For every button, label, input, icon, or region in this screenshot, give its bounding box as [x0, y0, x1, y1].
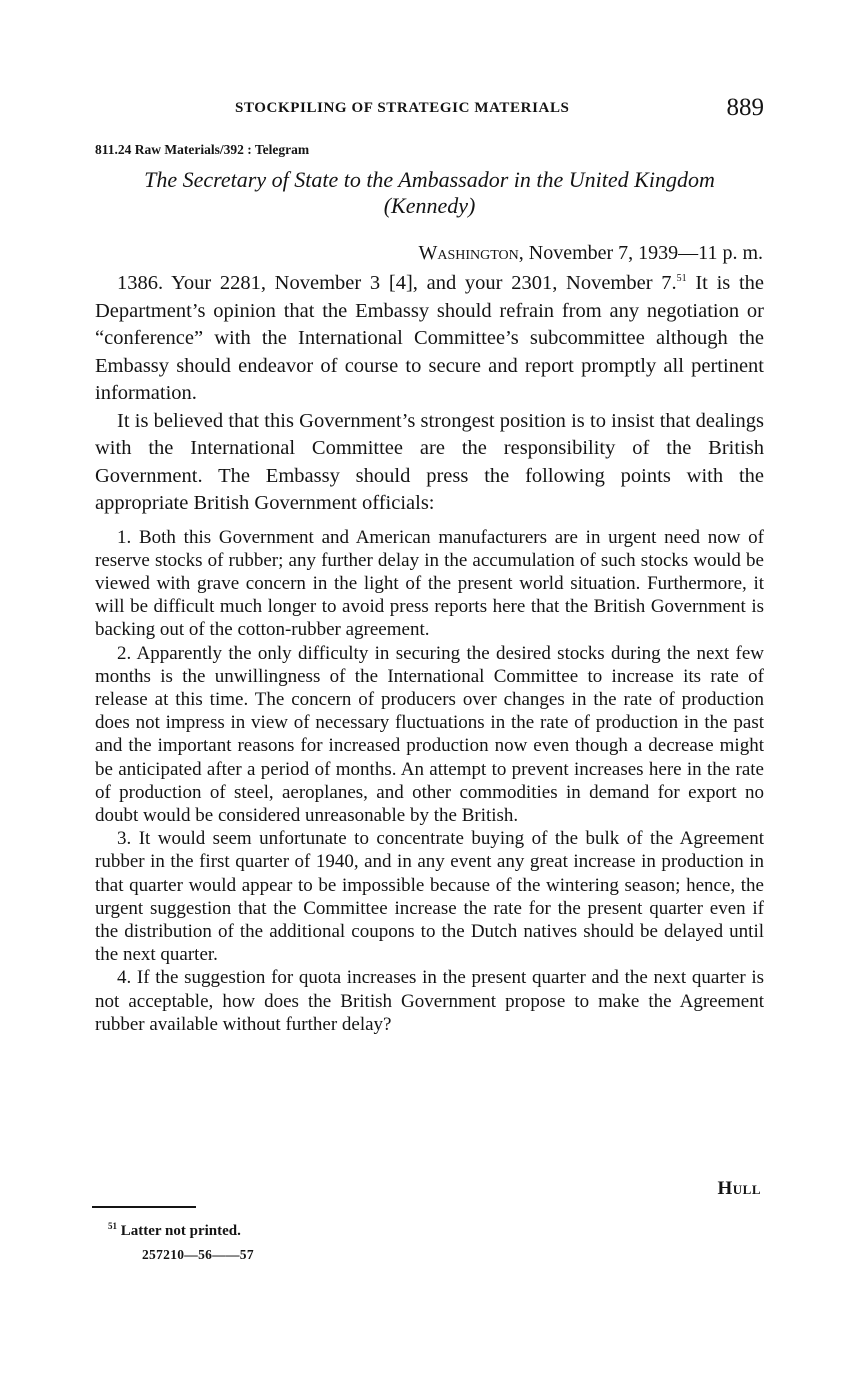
point-3: 3. It would seem unfortunate to concentrate buying of the bulk of the Agreement rubber in the first quarter of 1940, and in any event any great increase in production in that quarter would appear to be impossible because of the wintering season; hence, the urgent suggestion that the Committee increase the rate for the present quarter even if the distribution of the additional coupons to the Dutch natives should be delayed until the next quarter. — [95, 828, 764, 966]
dateline-city: Washington — [418, 242, 519, 264]
footnote — [108, 1223, 241, 1240]
signature: Hull — [717, 1178, 761, 1199]
paragraph-1 — [95, 270, 764, 408]
footnote-divider — [92, 1206, 196, 1208]
running-title: STOCKPILING OF STRATEGIC MATERIALS — [235, 100, 570, 116]
running-header — [0, 96, 859, 122]
point-2: 2. Apparently the only difficulty in securing the desired stocks during the next few months is the unwillingness of the International Committee to increase its rate of release at this time. The concern of producers over changes in the rate of production does not impress in view of necessary fluctuations in the rate of production in the past and the important reasons for increased production now even though a decrease might be anticipated after a period of months. An attempt to prevent increases here in the rate of production of steel, aeroplanes, and other commodities in demand for export no doubt would be considered unreasonable by the British. — [95, 642, 764, 826]
document-heading — [95, 167, 764, 219]
paragraph-1-text: 1386. Your 2281, November 3 [4], and your 2301, November 7. — [117, 272, 677, 294]
paragraph-1-text-cont: It is the Department’s opinion that the Embassy should refrain from any negotiation or “conference” with the International Committee’s subcommittee although the Embassy should endeavor of course to secure and report promptly all pertinent information. — [95, 272, 764, 404]
telegram-body — [95, 270, 764, 1036]
footnote-text: Latter not printed. — [117, 1223, 241, 1239]
heading-line-2: (Kennedy) — [383, 193, 476, 218]
print-code: 257210—56——57 — [142, 1247, 254, 1262]
heading-line-1: The Secretary of State to the Ambassador in the United Kingdom — [144, 167, 715, 192]
point-4: 4. If the suggestion for quota increases in the present quarter and the next quarter is not acceptable, how does the British Government propose to make the Agreement rubber available without further delay? — [95, 967, 764, 1035]
page-number: 889 — [726, 94, 764, 121]
footnote-reference: 51 — [676, 273, 687, 284]
dateline-date: , November 7, 1939—11 p. m. — [518, 242, 763, 264]
dateline — [418, 242, 763, 265]
paragraph-2: It is believed that this Government’s strongest position is to insist that dealings with the International Committee are the responsibility of the British Government. The Embassy should press the following points with the appropriate British Government officials: — [95, 409, 764, 514]
footnote-mark: 51 — [108, 1221, 117, 1231]
document-id: 811.24 Raw Materials/392 : Telegram — [95, 142, 310, 157]
point-1: 1. Both this Government and American manufacturers are in urgent need now of reserve stocks of rubber; any further delay in the accumulation of such stocks would be viewed with grave concern in the light of the present world situation. Furthermore, it will be difficult much longer to avoid press reports here that the British Government is backing out of the cotton-rubber agreement. — [95, 526, 764, 641]
